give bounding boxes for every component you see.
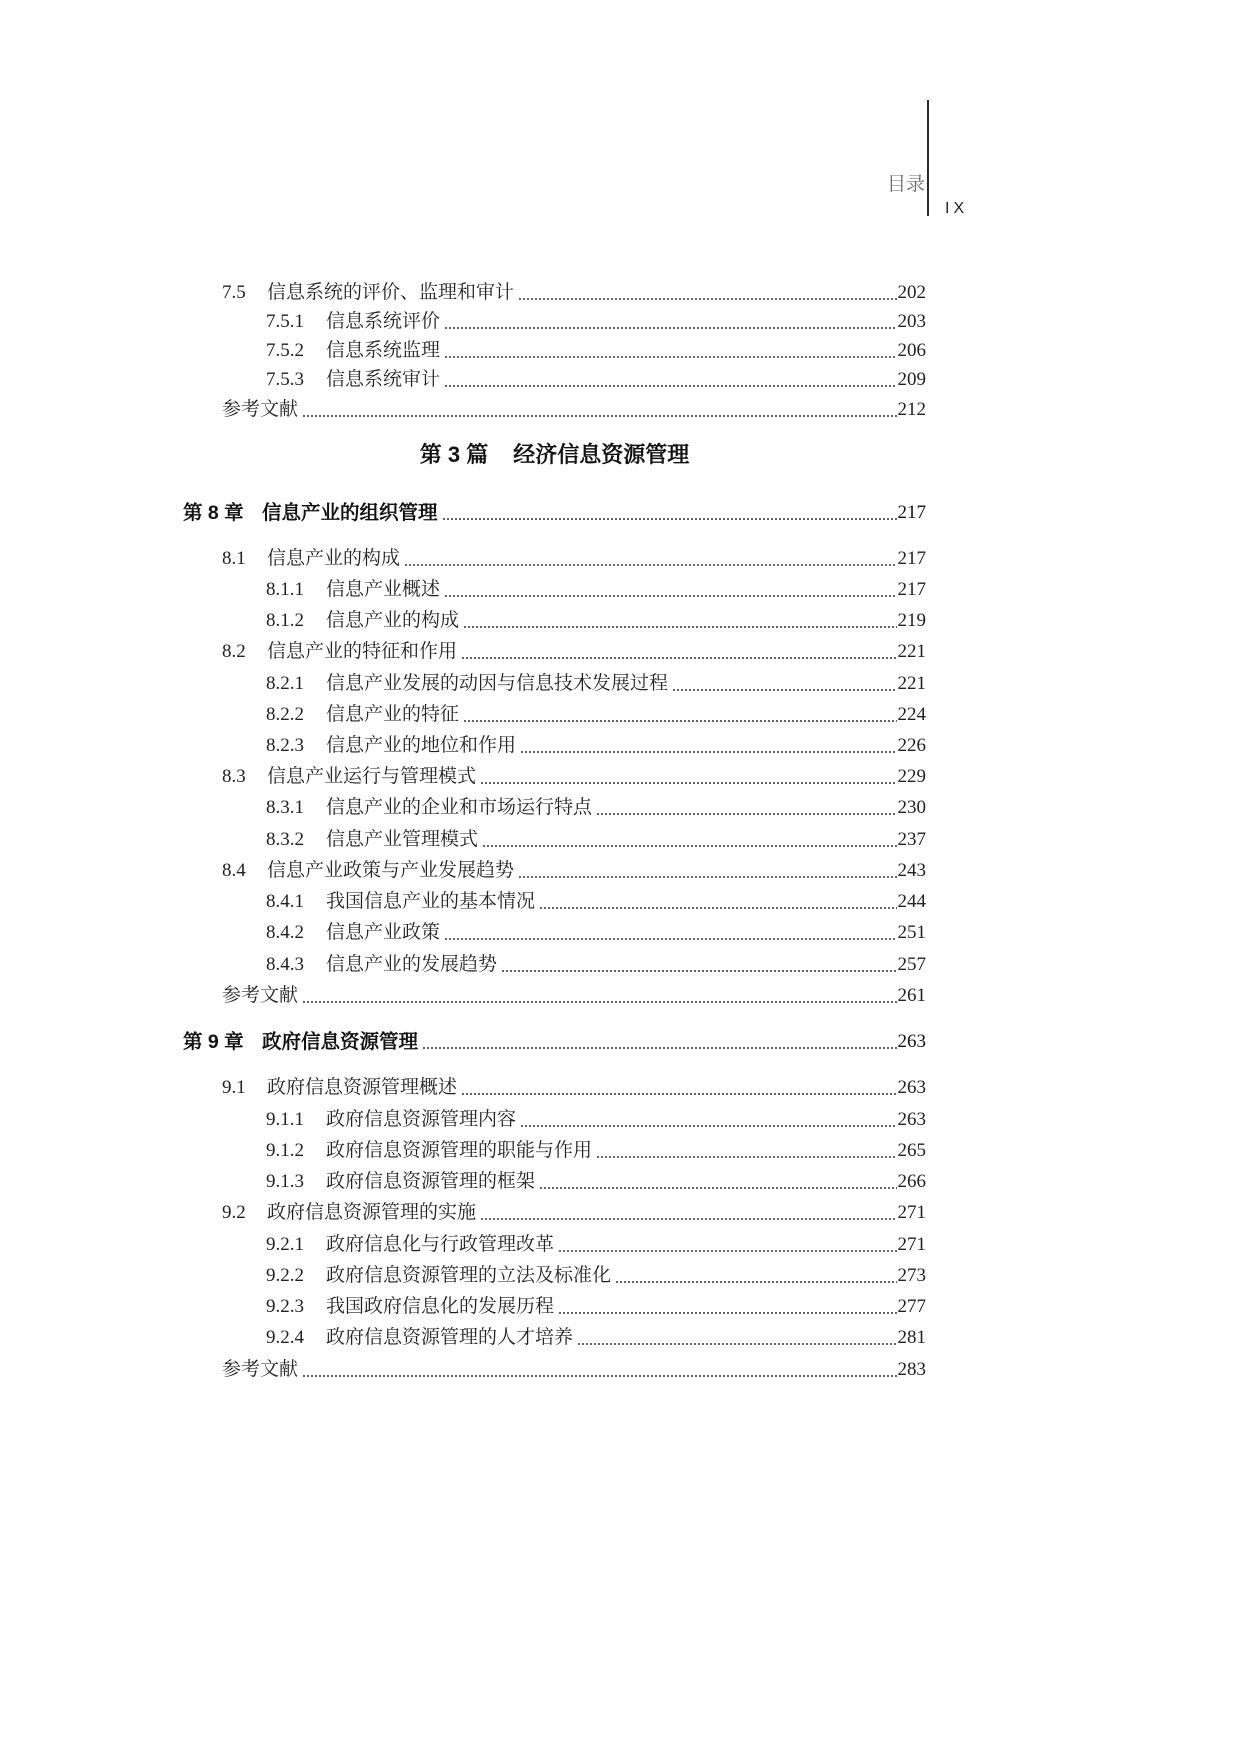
toc-entry-section	[222, 640, 926, 664]
entry-number: 8.3	[222, 766, 246, 787]
entry-number: 8.4.1	[266, 891, 304, 912]
entry-title: 我国政府信息化的发展历程	[326, 1296, 555, 1317]
dot-leader	[444, 368, 896, 392]
toc-entry-subsection	[266, 734, 926, 758]
entry-title: 参考文献	[222, 399, 299, 420]
toc-entry-subsection	[266, 953, 926, 977]
entry-title: 信息产业的地位和作用	[326, 735, 517, 756]
entry-number: 8.1.2	[266, 610, 304, 631]
toc-entry-references	[222, 398, 926, 422]
part-title: 经济信息资源管理	[513, 442, 690, 467]
entry-page-number: 244	[897, 891, 926, 912]
entry-number: 9.2.4	[266, 1327, 304, 1348]
dot-leader	[302, 398, 896, 422]
entry-title: 政府信息资源管理概述	[267, 1077, 458, 1098]
entry-page-number: 263	[897, 1031, 926, 1052]
entry-page-number: 273	[897, 1265, 926, 1286]
dot-leader	[520, 734, 896, 758]
toc-entry-chapter	[183, 1029, 926, 1055]
entry-page-number: 202	[897, 282, 926, 303]
dot-leader	[302, 984, 896, 1008]
entry-page-number: 277	[897, 1296, 926, 1317]
entry-title: 政府信息资源管理的职能与作用	[326, 1140, 593, 1161]
running-header-title: 目录	[887, 174, 926, 195]
toc-entry-subsection	[266, 1295, 926, 1319]
entry-page-number: 217	[897, 502, 926, 523]
toc-entry-section	[222, 547, 926, 571]
entry-number: 第 9 章	[183, 1031, 244, 1053]
entry-number: 9.1	[222, 1077, 246, 1098]
entry-title: 信息产业的组织管理	[262, 502, 438, 524]
entry-page-number: 263	[897, 1077, 926, 1098]
entry-number: 8.2	[222, 641, 246, 662]
entry-number: 7.5.3	[266, 369, 304, 390]
entry-number: 8.4	[222, 860, 246, 881]
entry-title: 信息产业的特征和作用	[267, 641, 458, 662]
toc-entry-references	[222, 1358, 926, 1382]
dot-leader	[463, 609, 896, 633]
entry-page-number: 217	[897, 548, 926, 569]
entry-page-number: 217	[897, 579, 926, 600]
toc-entry-section	[222, 765, 926, 789]
dot-leader	[558, 1295, 896, 1319]
dot-leader	[480, 765, 896, 789]
entry-number: 8.1.1	[266, 579, 304, 600]
entry-title: 信息产业的构成	[326, 610, 460, 631]
entry-number: 第 8 章	[183, 502, 244, 524]
entry-page-number: 271	[897, 1234, 926, 1255]
toc-entry-subsection	[266, 1108, 926, 1132]
entry-title: 信息产业的发展趋势	[326, 954, 498, 975]
entry-number: 9.2.1	[266, 1234, 304, 1255]
dot-leader	[520, 1108, 896, 1132]
entry-page-number: 237	[897, 829, 926, 850]
entry-number: 9.1.2	[266, 1140, 304, 1161]
entry-title: 信息产业政策	[326, 922, 441, 943]
dot-leader	[672, 672, 896, 696]
entry-page-number: 266	[897, 1171, 926, 1192]
dot-leader	[539, 1170, 896, 1194]
entry-number: 9.1.1	[266, 1109, 304, 1130]
dot-leader	[480, 1201, 896, 1225]
toc-entry-subsection	[266, 1233, 926, 1257]
entry-title: 信息产业运行与管理模式	[267, 766, 477, 787]
entry-page-number: 281	[897, 1327, 926, 1348]
toc-entry-subsection	[266, 609, 926, 633]
entry-page-number: 283	[897, 1359, 926, 1380]
entry-page-number: 230	[897, 797, 926, 818]
dot-leader	[302, 1358, 896, 1382]
entry-page-number: 251	[897, 922, 926, 943]
entry-title: 信息产业的企业和市场运行特点	[326, 797, 593, 818]
running-header-page-number: IX	[945, 200, 969, 217]
entry-title: 信息系统监理	[326, 340, 441, 361]
dot-leader	[518, 281, 896, 305]
entry-page-number: 243	[897, 860, 926, 881]
dot-leader	[444, 921, 896, 945]
entry-title: 政府信息资源管理的框架	[326, 1171, 536, 1192]
entry-page-number: 226	[897, 735, 926, 756]
dot-leader	[444, 310, 896, 334]
dot-leader	[518, 859, 896, 883]
entry-number: 8.3.2	[266, 829, 304, 850]
toc-entry-references	[222, 984, 926, 1008]
entry-title: 政府信息资源管理的立法及标准化	[326, 1265, 612, 1286]
dot-leader	[404, 547, 896, 571]
entry-page-number: 224	[897, 704, 926, 725]
toc-entry-subsection	[266, 921, 926, 945]
entry-title: 政府信息资源管理内容	[326, 1109, 517, 1130]
entry-title: 信息系统的评价、监理和审计	[267, 282, 515, 303]
toc-entry-subsection	[266, 310, 926, 334]
toc-entry-subsection	[266, 796, 926, 820]
entry-page-number: 219	[897, 610, 926, 631]
entry-title: 信息产业概述	[326, 579, 441, 600]
dot-leader	[501, 953, 896, 977]
entry-title: 政府信息资源管理的实施	[267, 1202, 477, 1223]
entry-number: 9.2.2	[266, 1265, 304, 1286]
toc-entry-subsection	[266, 703, 926, 727]
entry-number: 9.2	[222, 1202, 246, 1223]
dot-leader	[596, 796, 896, 820]
entry-number: 7.5.1	[266, 311, 304, 332]
toc-entry-subsection	[266, 828, 926, 852]
entry-title: 信息系统评价	[326, 311, 441, 332]
dot-leader	[442, 500, 897, 526]
dot-leader	[444, 339, 896, 363]
entry-title: 信息产业管理模式	[326, 829, 479, 850]
entry-title: 信息产业政策与产业发展趋势	[267, 860, 515, 881]
entry-page-number: 271	[897, 1202, 926, 1223]
entry-page-number: 263	[897, 1109, 926, 1130]
dot-leader	[422, 1029, 896, 1055]
entry-page-number: 221	[897, 641, 926, 662]
entry-number: 8.2.1	[266, 673, 304, 694]
toc-entry-subsection	[266, 368, 926, 392]
dot-leader	[558, 1233, 896, 1257]
toc-entry-chapter	[183, 500, 926, 526]
entry-page-number: 206	[897, 340, 926, 361]
entry-title: 政府信息化与行政管理改革	[326, 1234, 555, 1255]
dot-leader	[539, 890, 896, 914]
entry-title: 政府信息资源管理	[262, 1031, 419, 1053]
dot-leader	[444, 578, 896, 602]
entry-page-number: 221	[897, 673, 926, 694]
entry-number: 8.1	[222, 548, 246, 569]
entry-number: 8.3.1	[266, 797, 304, 818]
dot-leader	[461, 640, 896, 664]
dot-leader	[461, 1076, 896, 1100]
toc-entry-subsection	[266, 1326, 926, 1350]
dot-leader	[463, 703, 896, 727]
toc-entry-subsection	[266, 672, 926, 696]
dot-leader	[577, 1326, 896, 1350]
entry-title: 信息系统审计	[326, 369, 441, 390]
entry-number: 7.5	[222, 282, 246, 303]
toc-entry-subsection	[266, 578, 926, 602]
entry-page-number: 265	[897, 1140, 926, 1161]
entry-title: 我国信息产业的基本情况	[326, 891, 536, 912]
dot-leader	[615, 1264, 896, 1288]
entry-page-number: 229	[897, 766, 926, 787]
dot-leader	[596, 1139, 896, 1163]
entry-title: 参考文献	[222, 985, 299, 1006]
toc-entry-subsection	[266, 1264, 926, 1288]
toc-entry-subsection	[266, 1139, 926, 1163]
entry-title: 信息产业发展的动因与信息技术发展过程	[326, 673, 669, 694]
toc-entry-section	[222, 1201, 926, 1225]
entry-number: 8.2.2	[266, 704, 304, 725]
entry-number: 8.2.3	[266, 735, 304, 756]
entry-title: 信息产业的构成	[267, 548, 401, 569]
entry-page-number: 212	[897, 399, 926, 420]
entry-number: 9.2.3	[266, 1296, 304, 1317]
toc-entry-subsection	[266, 1170, 926, 1194]
dot-leader	[482, 828, 896, 852]
toc-entry-section	[222, 1076, 926, 1100]
entry-title: 参考文献	[222, 1359, 299, 1380]
entry-number: 8.4.3	[266, 954, 304, 975]
part-heading	[183, 440, 926, 470]
part-number: 第 3 篇	[419, 442, 489, 467]
entry-number: 7.5.2	[266, 340, 304, 361]
toc-entry-subsection	[266, 339, 926, 363]
entry-title: 信息产业的特征	[326, 704, 460, 725]
entry-page-number: 257	[897, 954, 926, 975]
entry-page-number: 261	[897, 985, 926, 1006]
toc-entry-section	[222, 281, 926, 305]
toc-entry-subsection	[266, 890, 926, 914]
entry-page-number: 203	[897, 311, 926, 332]
entry-page-number: 209	[897, 369, 926, 390]
entry-number: 8.4.2	[266, 922, 304, 943]
entry-number: 9.1.3	[266, 1171, 304, 1192]
toc-entry-section	[222, 859, 926, 883]
entry-title: 政府信息资源管理的人才培养	[326, 1327, 574, 1348]
